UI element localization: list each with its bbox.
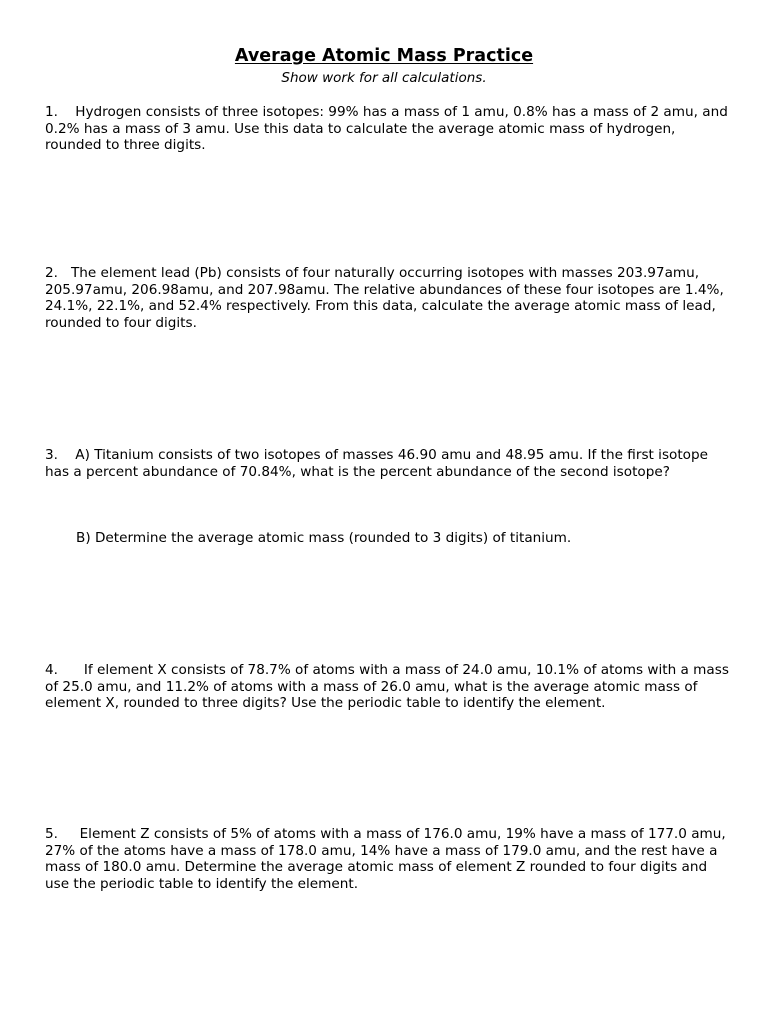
- question-2-text: The element lead (Pb) consists of four naturally occurring isotopes with masses 203.97amu, 205.97amu, 206.98amu, and 207.98amu. The relative abundances of these four isotopes are 1.4%, 24.1%, 22.1%, and 52.4% respectively. From this data, calculate the average atomic mass of lead, rounded to four digits.: [45, 265, 724, 331]
- question-1: [45, 104, 735, 154]
- question-3-part-a-text: A) Titanium consists of two isotopes of masses 46.90 amu and 48.95 amu. If the first isotope has a percent abundance of 70.84%, what is the percent abundance of the second isotope?: [45, 447, 708, 480]
- question-1-text: Hydrogen consists of three isotopes: 99% has a mass of 1 amu, 0.8% has a mass of 2 amu, and 0.2% has a mass of 3 amu. Use this data to calculate the average atomic mass of hydrogen, rounded to three digits.: [45, 104, 728, 154]
- question-5-text: Element Z consists of 5% of atoms with a mass of 176.0 amu, 19% have a mass of 177.0 amu, 27% of the atoms have a mass of 178.0 amu, 14% have a mass of 179.0 amu, and the rest have a mass of 180.0 amu. Determine the average atomic mass of element Z rounded to four digits and use the periodic table to identify the element.: [45, 826, 726, 892]
- question-3-part-b: B) Determine the average atomic mass (rounded to 3 digits) of titanium.: [76, 530, 572, 546]
- question-2-number: 2.: [45, 265, 58, 281]
- question-2: [45, 265, 735, 331]
- question-4: [45, 662, 735, 712]
- question-5: [45, 826, 735, 892]
- worksheet-subtitle: Show work for all calculations.: [281, 70, 487, 86]
- question-4-text: If element X consists of 78.7% of atoms with a mass of 24.0 amu, 10.1% of atoms with a mass of 25.0 amu, and 11.2% of atoms with a mass of 26.0 amu, what is the average atomic mass of element X, rounded to three digits? Use the periodic table to identify the element.: [45, 662, 729, 712]
- worksheet-title: Average Atomic Mass Practice: [234, 46, 534, 66]
- question-1-number: 1.: [45, 104, 58, 120]
- question-5-number: 5.: [45, 826, 58, 842]
- question-3: [45, 447, 735, 480]
- question-3-number: 3.: [45, 447, 58, 463]
- question-4-number: 4.: [45, 662, 58, 678]
